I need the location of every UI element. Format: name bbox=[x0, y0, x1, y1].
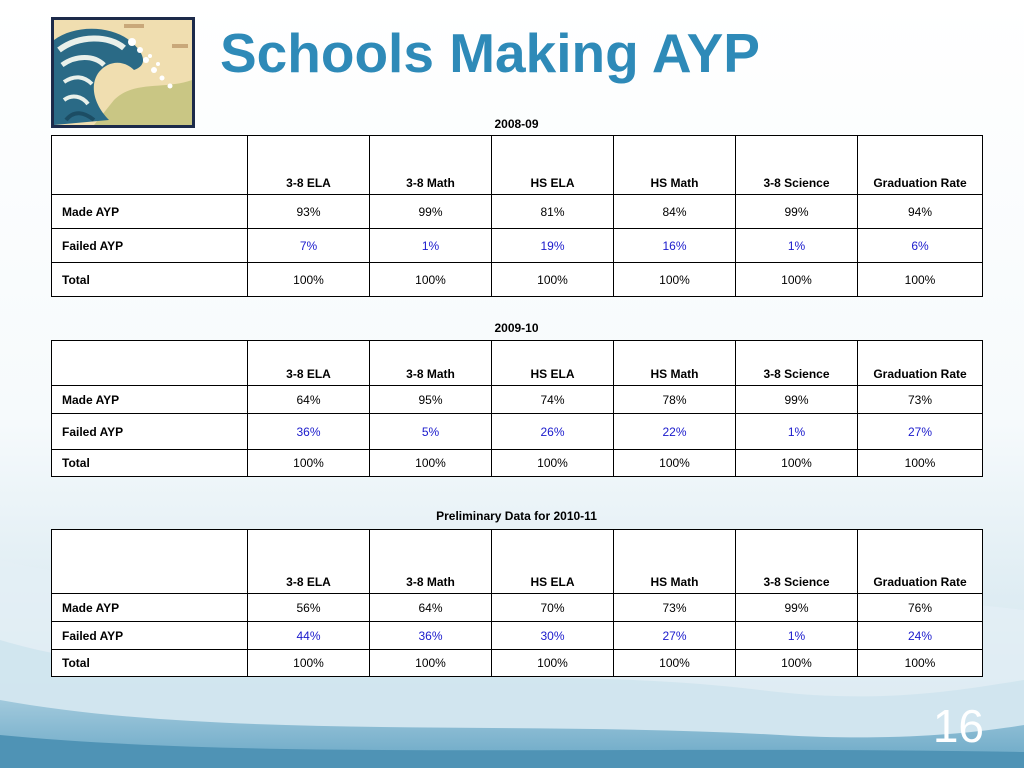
column-header: 3-8 Science bbox=[736, 136, 858, 195]
table-row bbox=[52, 450, 983, 477]
table-cell: 56% bbox=[248, 594, 370, 622]
table-cell: 99% bbox=[370, 195, 492, 229]
table-cell: 100% bbox=[614, 450, 736, 477]
table-cell: 1% bbox=[736, 229, 858, 263]
column-header: HS Math bbox=[614, 136, 736, 195]
column-header: 3-8 Science bbox=[736, 530, 858, 594]
table-cell: 100% bbox=[858, 450, 983, 477]
table-cell: 100% bbox=[370, 450, 492, 477]
row-label: Total bbox=[52, 450, 248, 477]
table-cell: 94% bbox=[858, 195, 983, 229]
table-cell: 100% bbox=[858, 650, 983, 677]
table-caption-2009-10: 2009-10 bbox=[494, 321, 539, 335]
column-header: HS Math bbox=[614, 530, 736, 594]
table-row bbox=[52, 594, 983, 622]
table-cell: 100% bbox=[736, 450, 858, 477]
column-header: HS ELA bbox=[492, 530, 614, 594]
table-cell: 100% bbox=[736, 263, 858, 297]
table-row bbox=[52, 263, 983, 297]
wave-logo-icon bbox=[54, 20, 192, 125]
table-header-row bbox=[52, 530, 983, 594]
table-cell: 78% bbox=[614, 386, 736, 414]
table-cell: 95% bbox=[370, 386, 492, 414]
table-cell: 100% bbox=[492, 650, 614, 677]
table-cell: 64% bbox=[248, 386, 370, 414]
header-blank-cell bbox=[52, 530, 248, 594]
table-cell: 76% bbox=[858, 594, 983, 622]
table-cell: 100% bbox=[248, 650, 370, 677]
wave-logo bbox=[51, 17, 195, 128]
table-cell: 36% bbox=[370, 622, 492, 650]
table-cell: 93% bbox=[248, 195, 370, 229]
row-label: Made AYP bbox=[52, 594, 248, 622]
column-header: Graduation Rate bbox=[858, 136, 983, 195]
table-cell: 64% bbox=[370, 594, 492, 622]
table-cell: 6% bbox=[858, 229, 983, 263]
table-cell: 99% bbox=[736, 195, 858, 229]
column-header: HS ELA bbox=[492, 341, 614, 386]
column-header: 3-8 ELA bbox=[248, 530, 370, 594]
table-cell: 100% bbox=[370, 650, 492, 677]
table-cell: 27% bbox=[614, 622, 736, 650]
table-cell: 19% bbox=[492, 229, 614, 263]
table-cell: 100% bbox=[614, 263, 736, 297]
table-cell: 5% bbox=[370, 414, 492, 450]
row-label: Failed AYP bbox=[52, 622, 248, 650]
header-blank-cell bbox=[52, 341, 248, 386]
table-row bbox=[52, 386, 983, 414]
table-cell: 30% bbox=[492, 622, 614, 650]
column-header: 3-8 Math bbox=[370, 341, 492, 386]
table-cell: 100% bbox=[492, 450, 614, 477]
column-header: Graduation Rate bbox=[858, 341, 983, 386]
table-cell: 100% bbox=[492, 263, 614, 297]
table-cell: 24% bbox=[858, 622, 983, 650]
table-cell: 99% bbox=[736, 594, 858, 622]
page-number: 16 bbox=[932, 700, 984, 752]
table-row bbox=[52, 195, 983, 229]
column-header: 3-8 ELA bbox=[248, 341, 370, 386]
row-label: Made AYP bbox=[52, 195, 248, 229]
row-label: Total bbox=[52, 263, 248, 297]
table-cell: 100% bbox=[614, 650, 736, 677]
table-cell: 100% bbox=[858, 263, 983, 297]
table-cell: 73% bbox=[614, 594, 736, 622]
table-cell: 1% bbox=[736, 622, 858, 650]
column-header: HS ELA bbox=[492, 136, 614, 195]
table-row bbox=[52, 650, 983, 677]
table-header-row bbox=[52, 341, 983, 386]
table-cell: 100% bbox=[370, 263, 492, 297]
table-cell: 70% bbox=[492, 594, 614, 622]
table-cell: 16% bbox=[614, 229, 736, 263]
table-cell: 1% bbox=[370, 229, 492, 263]
table-cell: 81% bbox=[492, 195, 614, 229]
table-cell: 84% bbox=[614, 195, 736, 229]
ayp-table-2010-11 bbox=[51, 529, 983, 677]
table-cell: 100% bbox=[248, 450, 370, 477]
column-header: 3-8 Math bbox=[370, 530, 492, 594]
table-cell: 7% bbox=[248, 229, 370, 263]
column-header: 3-8 ELA bbox=[248, 136, 370, 195]
table-cell: 27% bbox=[858, 414, 983, 450]
row-label: Failed AYP bbox=[52, 229, 248, 263]
table-cell: 22% bbox=[614, 414, 736, 450]
column-header: 3-8 Math bbox=[370, 136, 492, 195]
table-cell: 99% bbox=[736, 386, 858, 414]
table-cell: 36% bbox=[248, 414, 370, 450]
row-label: Failed AYP bbox=[52, 414, 248, 450]
table-cell: 100% bbox=[736, 650, 858, 677]
row-label: Total bbox=[52, 650, 248, 677]
table-cell: 26% bbox=[492, 414, 614, 450]
ayp-table-2009-10 bbox=[51, 340, 983, 477]
table-cell: 100% bbox=[248, 263, 370, 297]
table-cell: 74% bbox=[492, 386, 614, 414]
ayp-table-2008-09 bbox=[51, 135, 983, 297]
table-caption-2008-09: 2008-09 bbox=[494, 117, 539, 131]
table-header-row bbox=[52, 136, 983, 195]
table-row bbox=[52, 622, 983, 650]
row-label: Made AYP bbox=[52, 386, 248, 414]
table-row bbox=[52, 414, 983, 450]
column-header: Graduation Rate bbox=[858, 530, 983, 594]
table-cell: 44% bbox=[248, 622, 370, 650]
table-cell: 73% bbox=[858, 386, 983, 414]
table-cell: 1% bbox=[736, 414, 858, 450]
slide-title: Schools Making AYP bbox=[220, 22, 760, 84]
column-header: HS Math bbox=[614, 341, 736, 386]
table-caption-2010-11: Preliminary Data for 2010-11 bbox=[436, 509, 597, 523]
header-blank-cell bbox=[52, 136, 248, 195]
column-header: 3-8 Science bbox=[736, 341, 858, 386]
table-row bbox=[52, 229, 983, 263]
